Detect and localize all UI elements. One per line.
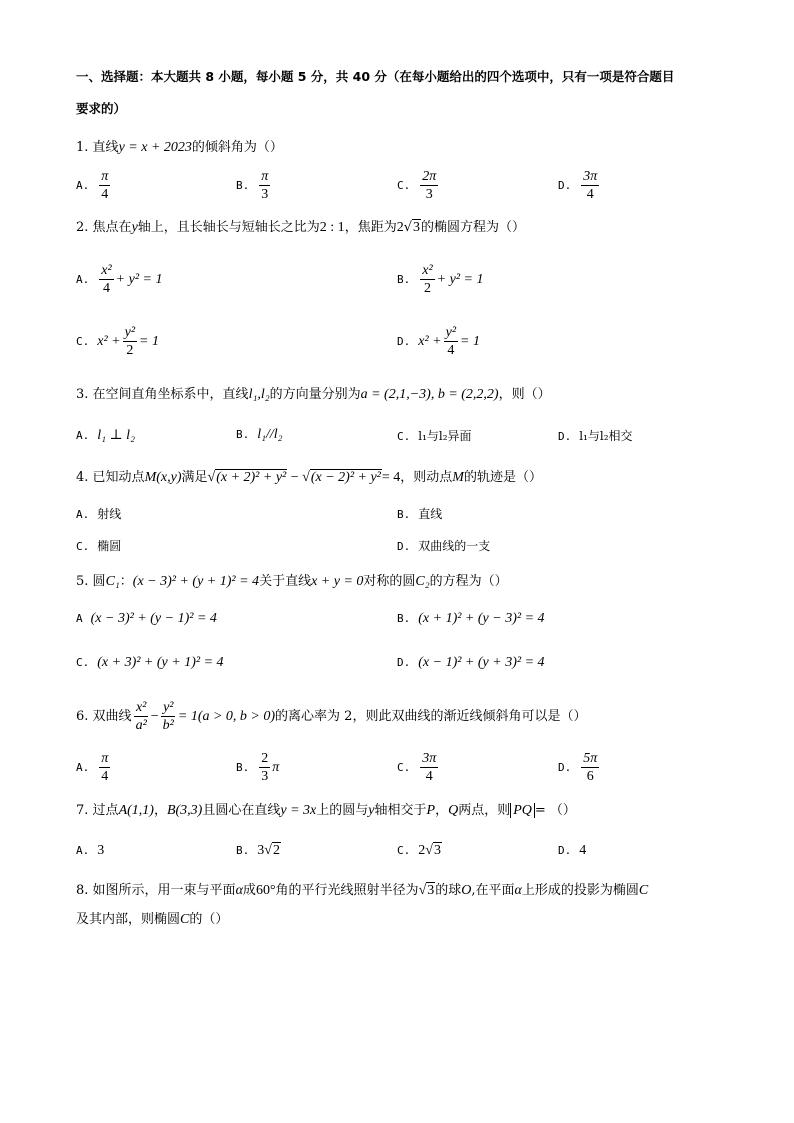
formula-rest: + y² = 1	[436, 272, 484, 287]
frac-num: π	[261, 169, 269, 184]
formula-lead: x² +	[418, 334, 442, 349]
question-number: 5.	[76, 574, 89, 589]
option-letter: D.	[558, 430, 572, 443]
variable: y	[131, 220, 138, 235]
fraction	[134, 699, 149, 734]
question-text: 圆	[92, 574, 106, 589]
option-letter: D.	[558, 179, 572, 192]
frac-num: 5π	[583, 751, 598, 766]
question-text: 的倾斜角为（）	[191, 140, 283, 155]
q1-option-c[interactable]	[397, 168, 440, 203]
radicand-a: (x + 2)² + y²	[216, 470, 287, 485]
q7-option-c[interactable]: C. 2√3	[397, 843, 441, 858]
fraction	[99, 168, 110, 203]
option-letter: C.	[397, 761, 411, 774]
comma: ，	[153, 803, 167, 818]
question-text: 焦点在	[92, 220, 132, 235]
frac-den: 4	[425, 769, 433, 784]
question-text: 轴上，且长轴长与短轴长之比为	[137, 220, 320, 235]
q7-option-a[interactable]	[76, 843, 104, 859]
q6-option-d[interactable]	[558, 750, 601, 785]
radius: 3	[427, 883, 435, 898]
section-heading-cont: 要求的）	[76, 101, 127, 116]
fraction	[99, 750, 110, 785]
q1-option-b[interactable]	[236, 168, 272, 203]
coef: 3	[257, 843, 265, 858]
option-letter: D.	[397, 540, 411, 553]
question-text: 的椭圆方程为（）	[421, 220, 526, 235]
question-text: ,在平面	[471, 883, 515, 898]
q2-option-b[interactable]	[397, 262, 483, 297]
axis-name: y	[368, 803, 375, 818]
point-q: Q	[448, 803, 459, 818]
frac-den: 6	[586, 769, 594, 784]
q3-option-a[interactable]	[76, 427, 135, 444]
option-letter: B.	[236, 428, 250, 441]
question-4: 4. 已知动点M(x,y)满足√(x + 2)² + y² − √(x − 2)² + y²= 4，则动点M的轨迹是（）	[76, 470, 542, 485]
frac-den: 4	[447, 343, 455, 358]
option-text: 直线	[418, 507, 443, 521]
angle: 60°	[255, 883, 276, 898]
q6-option-c[interactable]	[397, 750, 440, 785]
question-text: 及其内部，则椭圆	[76, 912, 181, 927]
frac-num: 3π	[422, 751, 437, 766]
option-text: 射线	[97, 507, 122, 521]
q2-option-a[interactable]	[76, 262, 162, 297]
question-text: 的方向量分别为	[269, 387, 361, 402]
q7-option-d[interactable]	[558, 843, 586, 859]
option-letter: C.	[397, 179, 411, 192]
option-text: (x − 1)² + (y + 3)² = 4	[418, 655, 545, 670]
question-text: ，则动点	[400, 470, 453, 485]
option-text: l₁//l₂	[257, 427, 283, 442]
q4-option-d[interactable]	[397, 537, 490, 554]
q1-option-a[interactable]	[76, 168, 112, 203]
fraction	[420, 262, 434, 297]
question-text: 成	[242, 883, 256, 898]
q2-option-d[interactable]	[397, 324, 480, 359]
question-2: 2. 焦点在y轴上，且长轴长与短轴长之比为2 : 1，焦距为2√3的椭圆方程为（）	[76, 220, 526, 235]
option-text: (x + 1)² + (y − 3)² = 4	[418, 611, 545, 626]
option-letter: B.	[236, 844, 250, 857]
frac-num: π	[101, 169, 109, 184]
option-text: (x + 3)² + (y + 1)² = 4	[97, 655, 224, 670]
fraction	[444, 324, 458, 359]
formula: y = x + 2023	[118, 140, 192, 155]
option-letter: D.	[558, 761, 572, 774]
frac-num: 2π	[422, 169, 437, 184]
frac-den: 4	[101, 769, 109, 784]
question-number: 8.	[76, 883, 89, 898]
question-text: 的方程为（）	[429, 574, 508, 589]
q4-option-b[interactable]	[397, 505, 442, 522]
ratio: 2 : 1	[319, 220, 345, 235]
fraction	[581, 168, 599, 203]
frac-den: b²	[162, 718, 174, 733]
frac-num: x²	[135, 700, 147, 715]
radicand: 2	[272, 843, 280, 858]
formula-rest: = 1	[139, 334, 159, 349]
q5-option-c[interactable]	[76, 655, 224, 671]
abs-pq: PQ	[510, 803, 535, 818]
fraction	[259, 168, 270, 203]
option-letter: A.	[76, 761, 90, 774]
question-number: 3.	[76, 387, 89, 402]
option-text: (x − 3)² + (y − 1)² = 4	[90, 611, 217, 626]
q5-option-d[interactable]	[397, 655, 545, 671]
radicand-b: (x − 2)² + y²	[310, 470, 381, 485]
q1-option-d[interactable]	[558, 168, 601, 203]
question-text: 且圆心在直线	[202, 803, 281, 818]
frac-den: 4	[586, 187, 594, 202]
question-text: 双曲线	[92, 709, 132, 724]
question-8-cont	[76, 911, 228, 929]
point-a: A(1,1)	[118, 803, 154, 818]
point-p: P	[426, 803, 436, 818]
option-text: l₁ ⊥ l₂	[97, 428, 135, 443]
q2-option-c[interactable]	[76, 324, 159, 359]
frac-den: 2	[126, 343, 134, 358]
question-text: 两点，则	[458, 803, 511, 818]
option-letter: A.	[76, 273, 90, 286]
formula-rest: + y² = 1	[115, 272, 163, 287]
frac-den: 4	[102, 281, 110, 296]
ellipse-c: C	[638, 883, 649, 898]
formula-lead: x² +	[97, 334, 121, 349]
radicand: 3	[433, 843, 441, 858]
question-text: 的离心率为 2，则此双曲线的渐近线倾斜角可以是（）	[275, 709, 587, 724]
vectors: a = (2,1,−3), b = (2,2,2)	[360, 387, 499, 402]
question-number: 1.	[76, 140, 89, 155]
line-equation: x + y = 0	[311, 574, 364, 589]
frac-den: 4	[101, 187, 109, 202]
fraction	[123, 324, 137, 359]
frac-num: 2	[261, 751, 269, 766]
question-text: 关于直线	[259, 574, 312, 589]
question-text: 满足	[181, 470, 208, 485]
frac-num: x²	[101, 263, 112, 278]
q3-option-b[interactable]	[236, 427, 283, 443]
option-letter: A.	[76, 429, 90, 442]
frac-num: π	[101, 751, 109, 766]
question-8: 8. 如图所示，用一束与平面α成60°角的平行光线照射半径为√3的球O,在平面α上形成的投影为椭圆C	[76, 883, 649, 898]
q7-option-b[interactable]: B. 3√2	[236, 843, 280, 858]
q5-option-b[interactable]	[397, 611, 545, 627]
q3-option-c[interactable]	[397, 427, 472, 444]
option-letter: D.	[397, 335, 411, 348]
q5-option-a[interactable]	[76, 611, 217, 627]
circle-name: C₁	[105, 574, 120, 589]
frac-num: x²	[422, 263, 433, 278]
colon: ：	[119, 574, 133, 589]
comma: ，	[435, 803, 449, 818]
fraction	[259, 750, 270, 785]
option-letter: A	[76, 612, 83, 625]
point: M(x,y)	[144, 470, 182, 485]
question-text: 的（）	[189, 912, 229, 927]
option-letter: A.	[76, 508, 90, 521]
question-text: 已知动点	[92, 470, 145, 485]
frac-den: 3	[261, 187, 269, 202]
plane-alpha: α	[235, 883, 243, 898]
question-text: 直线	[92, 140, 119, 155]
frac-den: 3	[261, 769, 269, 784]
option-text: 椭圆	[97, 539, 122, 553]
eq-rest: = 4	[381, 470, 401, 485]
question-text: 的轨迹是（）	[463, 470, 542, 485]
frac-num: y²	[445, 325, 457, 340]
option-letter: C.	[76, 335, 90, 348]
option-text: l₁与l₂相交	[579, 429, 633, 443]
option-letter: B.	[397, 612, 411, 625]
question-1	[76, 139, 283, 157]
option-text: l₁与l₂异面	[418, 429, 472, 443]
focal-coef: 2	[396, 220, 404, 235]
option-letter: D.	[558, 844, 572, 857]
fraction	[581, 750, 599, 785]
q3-option-d[interactable]	[558, 427, 633, 444]
frac-den: 3	[425, 187, 433, 202]
formula-rest: = 1	[460, 334, 480, 349]
fraction	[161, 699, 176, 734]
minus: −	[150, 709, 159, 724]
option-letter: B.	[236, 179, 250, 192]
question-6	[76, 697, 586, 737]
formula-rest: = 1(a > 0, b > 0)	[177, 709, 276, 724]
q6-option-b[interactable]	[236, 750, 279, 785]
option-text: 4	[579, 843, 587, 858]
fraction	[420, 750, 438, 785]
fraction	[420, 168, 438, 203]
coef: 2	[418, 843, 426, 858]
frac-den: 2	[423, 281, 431, 296]
focal-rad: 3	[413, 220, 420, 235]
option-text: 3	[97, 843, 105, 858]
question-number: 6.	[76, 709, 89, 724]
lines: l₁,l₂	[248, 387, 270, 402]
question-text: ，焦距为	[344, 220, 397, 235]
question-text: 上形成的投影为椭圆	[521, 883, 639, 898]
question-text: = （）	[534, 803, 576, 818]
q4-option-c[interactable]	[76, 537, 121, 554]
variable: M	[452, 470, 464, 485]
option-letter: C.	[76, 656, 90, 669]
option-letter: B.	[236, 761, 250, 774]
q6-option-a[interactable]	[76, 750, 112, 785]
pi: π	[272, 760, 280, 775]
question-text: 对称的圆	[363, 574, 416, 589]
question-text: 的球	[435, 883, 462, 898]
question-text: 角的平行光线照射半径为	[275, 883, 419, 898]
option-letter: C.	[76, 540, 90, 553]
question-text: 如图所示，用一束与平面	[92, 883, 236, 898]
question-text: ，则（）	[498, 387, 551, 402]
question-number: 4.	[76, 470, 89, 485]
frac-num: y²	[124, 325, 136, 340]
option-letter: C.	[397, 430, 411, 443]
option-letter: C.	[397, 844, 411, 857]
point-b: B(3,3)	[166, 803, 203, 818]
question-text: 在空间直角坐标系中，直线	[92, 387, 249, 402]
plane-alpha: α	[514, 883, 522, 898]
fraction	[99, 262, 113, 297]
question-7	[76, 802, 576, 820]
option-text: 双曲线的一支	[418, 539, 491, 553]
option-letter: D.	[397, 656, 411, 669]
frac-den: a²	[135, 718, 147, 733]
ellipse-c: C	[180, 912, 190, 927]
question-number: 7.	[76, 803, 89, 818]
question-text: 轴相交于	[374, 803, 427, 818]
question-text: 过点	[92, 803, 119, 818]
question-text: 上的圆与	[316, 803, 369, 818]
circle-equation: (x − 3)² + (y + 1)² = 4	[132, 574, 260, 589]
line-equation: y = 3x	[280, 803, 317, 818]
option-letter: B.	[397, 273, 411, 286]
q4-option-a[interactable]	[76, 505, 121, 522]
question-3	[76, 386, 551, 404]
option-letter: A.	[76, 844, 90, 857]
question-number: 2.	[76, 220, 89, 235]
frac-num: 3π	[583, 169, 598, 184]
frac-num: y²	[163, 700, 174, 715]
circle-name: C₂	[415, 574, 430, 589]
sphere-o: O	[461, 883, 472, 898]
question-5	[76, 573, 508, 591]
option-letter: B.	[397, 508, 411, 521]
option-letter: A.	[76, 179, 90, 192]
section-heading: 一、选择题：本大题共 8 小题，每小题 5 分，共 40 分（在每小题给出的四个选项中，只有一项是符合题目	[76, 69, 675, 84]
